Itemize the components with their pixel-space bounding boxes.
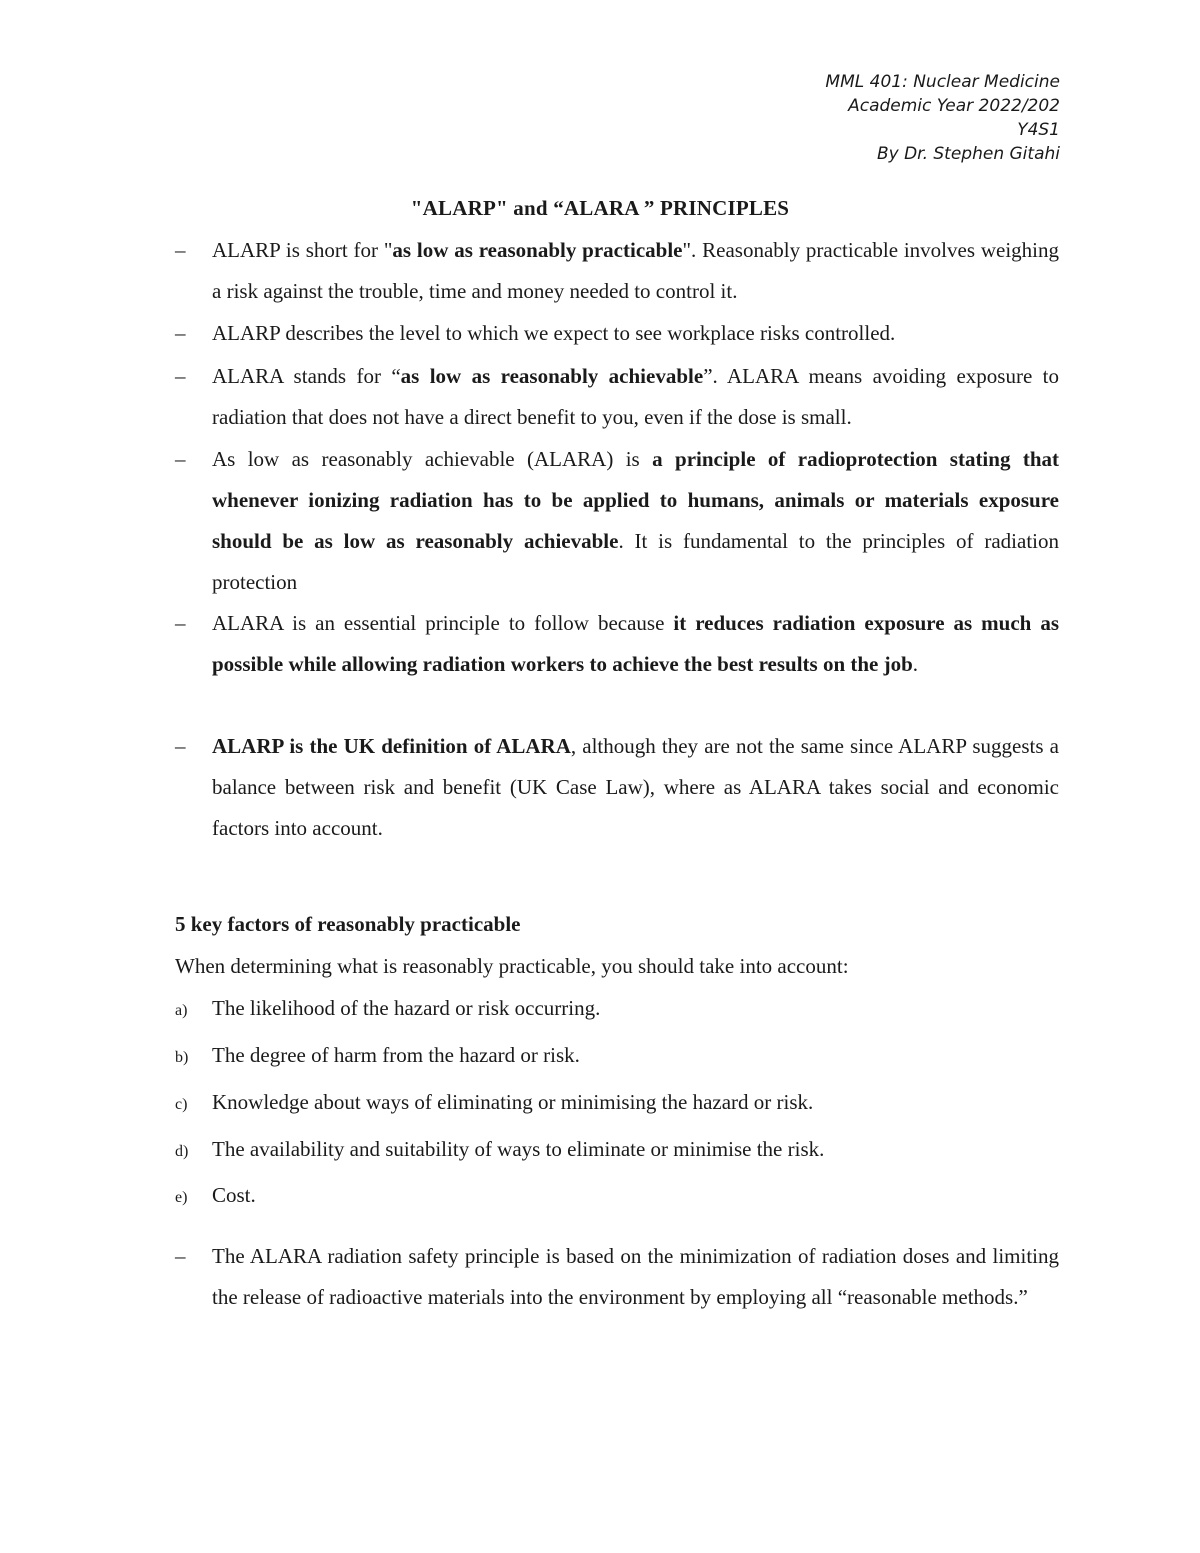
list-item-text: The degree of harm from the hazard or risk. xyxy=(212,1043,580,1067)
bullet-text xyxy=(212,313,1059,354)
list-item-text: The likelihood of the hazard or risk occurring. xyxy=(212,996,601,1020)
course-code-line: MML 401: Nuclear Medicine xyxy=(825,72,1060,92)
bullet-plain-text: ". Reasonably practicable involves weighing a risk against the trouble, time and money needed to control it. xyxy=(212,238,1059,303)
year-semester-line: Y4S1 xyxy=(1017,120,1060,140)
list-letter: e) xyxy=(175,1189,188,1206)
bullet-text xyxy=(212,439,1059,603)
bullet-plain-text: ”. ALARA means avoiding exposure to radiation that does not have a direct benefit to you, even if the dose is small. xyxy=(212,364,1059,429)
dash-marker: – xyxy=(175,238,186,262)
list-letter: a) xyxy=(175,1002,188,1019)
bullet-bold-text: as low as reasonably practicable xyxy=(392,238,683,262)
dash-marker: – xyxy=(175,1244,186,1268)
bullet-plain-text: . xyxy=(912,652,919,676)
bullet-alara-safety xyxy=(175,1236,1059,1318)
bullet-alarp-uk xyxy=(175,726,1059,849)
bullet-bold-text: as low as reasonably achievable xyxy=(400,364,704,388)
bullet-text xyxy=(212,356,1059,438)
bullet-text xyxy=(212,726,1059,849)
academic-year-line: Academic Year 2022/202 xyxy=(848,96,1060,116)
bullet-text xyxy=(212,230,1059,312)
bullet-bold-text: it reduces radiation exposure as much as possible while allowing radiation workers to achieve the best results on the job xyxy=(212,611,1059,676)
section-heading: 5 key factors of reasonably practicable xyxy=(175,912,521,936)
list-item xyxy=(175,1183,256,1208)
bullet-text xyxy=(212,603,1059,685)
list-item xyxy=(175,1043,580,1068)
bullet-alara-definition xyxy=(175,356,1059,438)
dash-marker: – xyxy=(175,447,186,471)
bullet-alarp-definition xyxy=(175,230,1059,312)
dash-marker: – xyxy=(175,611,186,635)
list-letter: d) xyxy=(175,1143,189,1160)
bullet-text: The ALARA radiation safety principle is based on the minimization of radiation doses and limiting the release of radioactive materials into the environment by employing all “reasonable methods.” xyxy=(212,1244,1059,1309)
list-item-text: Knowledge about ways of eliminating or minimising the hazard or risk. xyxy=(212,1090,814,1114)
list-item xyxy=(175,996,600,1021)
page-title: "ALARP" and “ALARA ” PRINCIPLES xyxy=(410,196,790,220)
bullet-plain-text: ALARA stands for “ xyxy=(212,364,401,388)
list-item-text: The availability and suitability of ways to eliminate or minimise the risk. xyxy=(212,1137,825,1161)
bullet-bold-text: a principle of radioprotection stating that whenever ionizing radiation has to be applied to humans, animals or materials exposure should be as low as reasonably achievable xyxy=(212,447,1060,553)
bullet-alarp-level xyxy=(175,313,1059,354)
bullet-alara-principle xyxy=(175,439,1059,603)
list-letter: b) xyxy=(175,1049,189,1066)
bullet-alara-essential xyxy=(175,603,1059,685)
bullet-plain-text: ALARP is short for " xyxy=(212,238,393,262)
dash-marker: – xyxy=(175,321,186,345)
dash-marker: – xyxy=(175,734,186,758)
section-intro: When determining what is reasonably practicable, you should take into account: xyxy=(175,954,849,978)
bullet-plain-text: ALARP describes the level to which we expect to see workplace risks controlled. xyxy=(212,321,896,345)
bullet-plain-text: As low as reasonably achievable (ALARA) is xyxy=(212,447,653,471)
bullet-plain-text: , although they are not the same since ALARP suggests a balance between risk and benefit (UK Case Law), where as ALARA takes social and economic factors into account. xyxy=(212,734,1059,840)
bullet-plain-text: ALARA is an essential principle to follow because xyxy=(212,611,674,635)
bullet-plain-text: . It is fundamental to the principles of radiation protection xyxy=(212,529,1059,594)
author-line: By Dr. Stephen Gitahi xyxy=(876,144,1060,164)
bullet-bold-text: ALARP is the UK definition of ALARA xyxy=(212,734,571,758)
list-letter: c) xyxy=(175,1096,188,1113)
list-item xyxy=(175,1090,813,1115)
course-header xyxy=(825,70,1060,166)
list-item-text: Cost. xyxy=(212,1183,256,1207)
dash-marker: – xyxy=(175,364,186,388)
list-item xyxy=(175,1137,824,1162)
